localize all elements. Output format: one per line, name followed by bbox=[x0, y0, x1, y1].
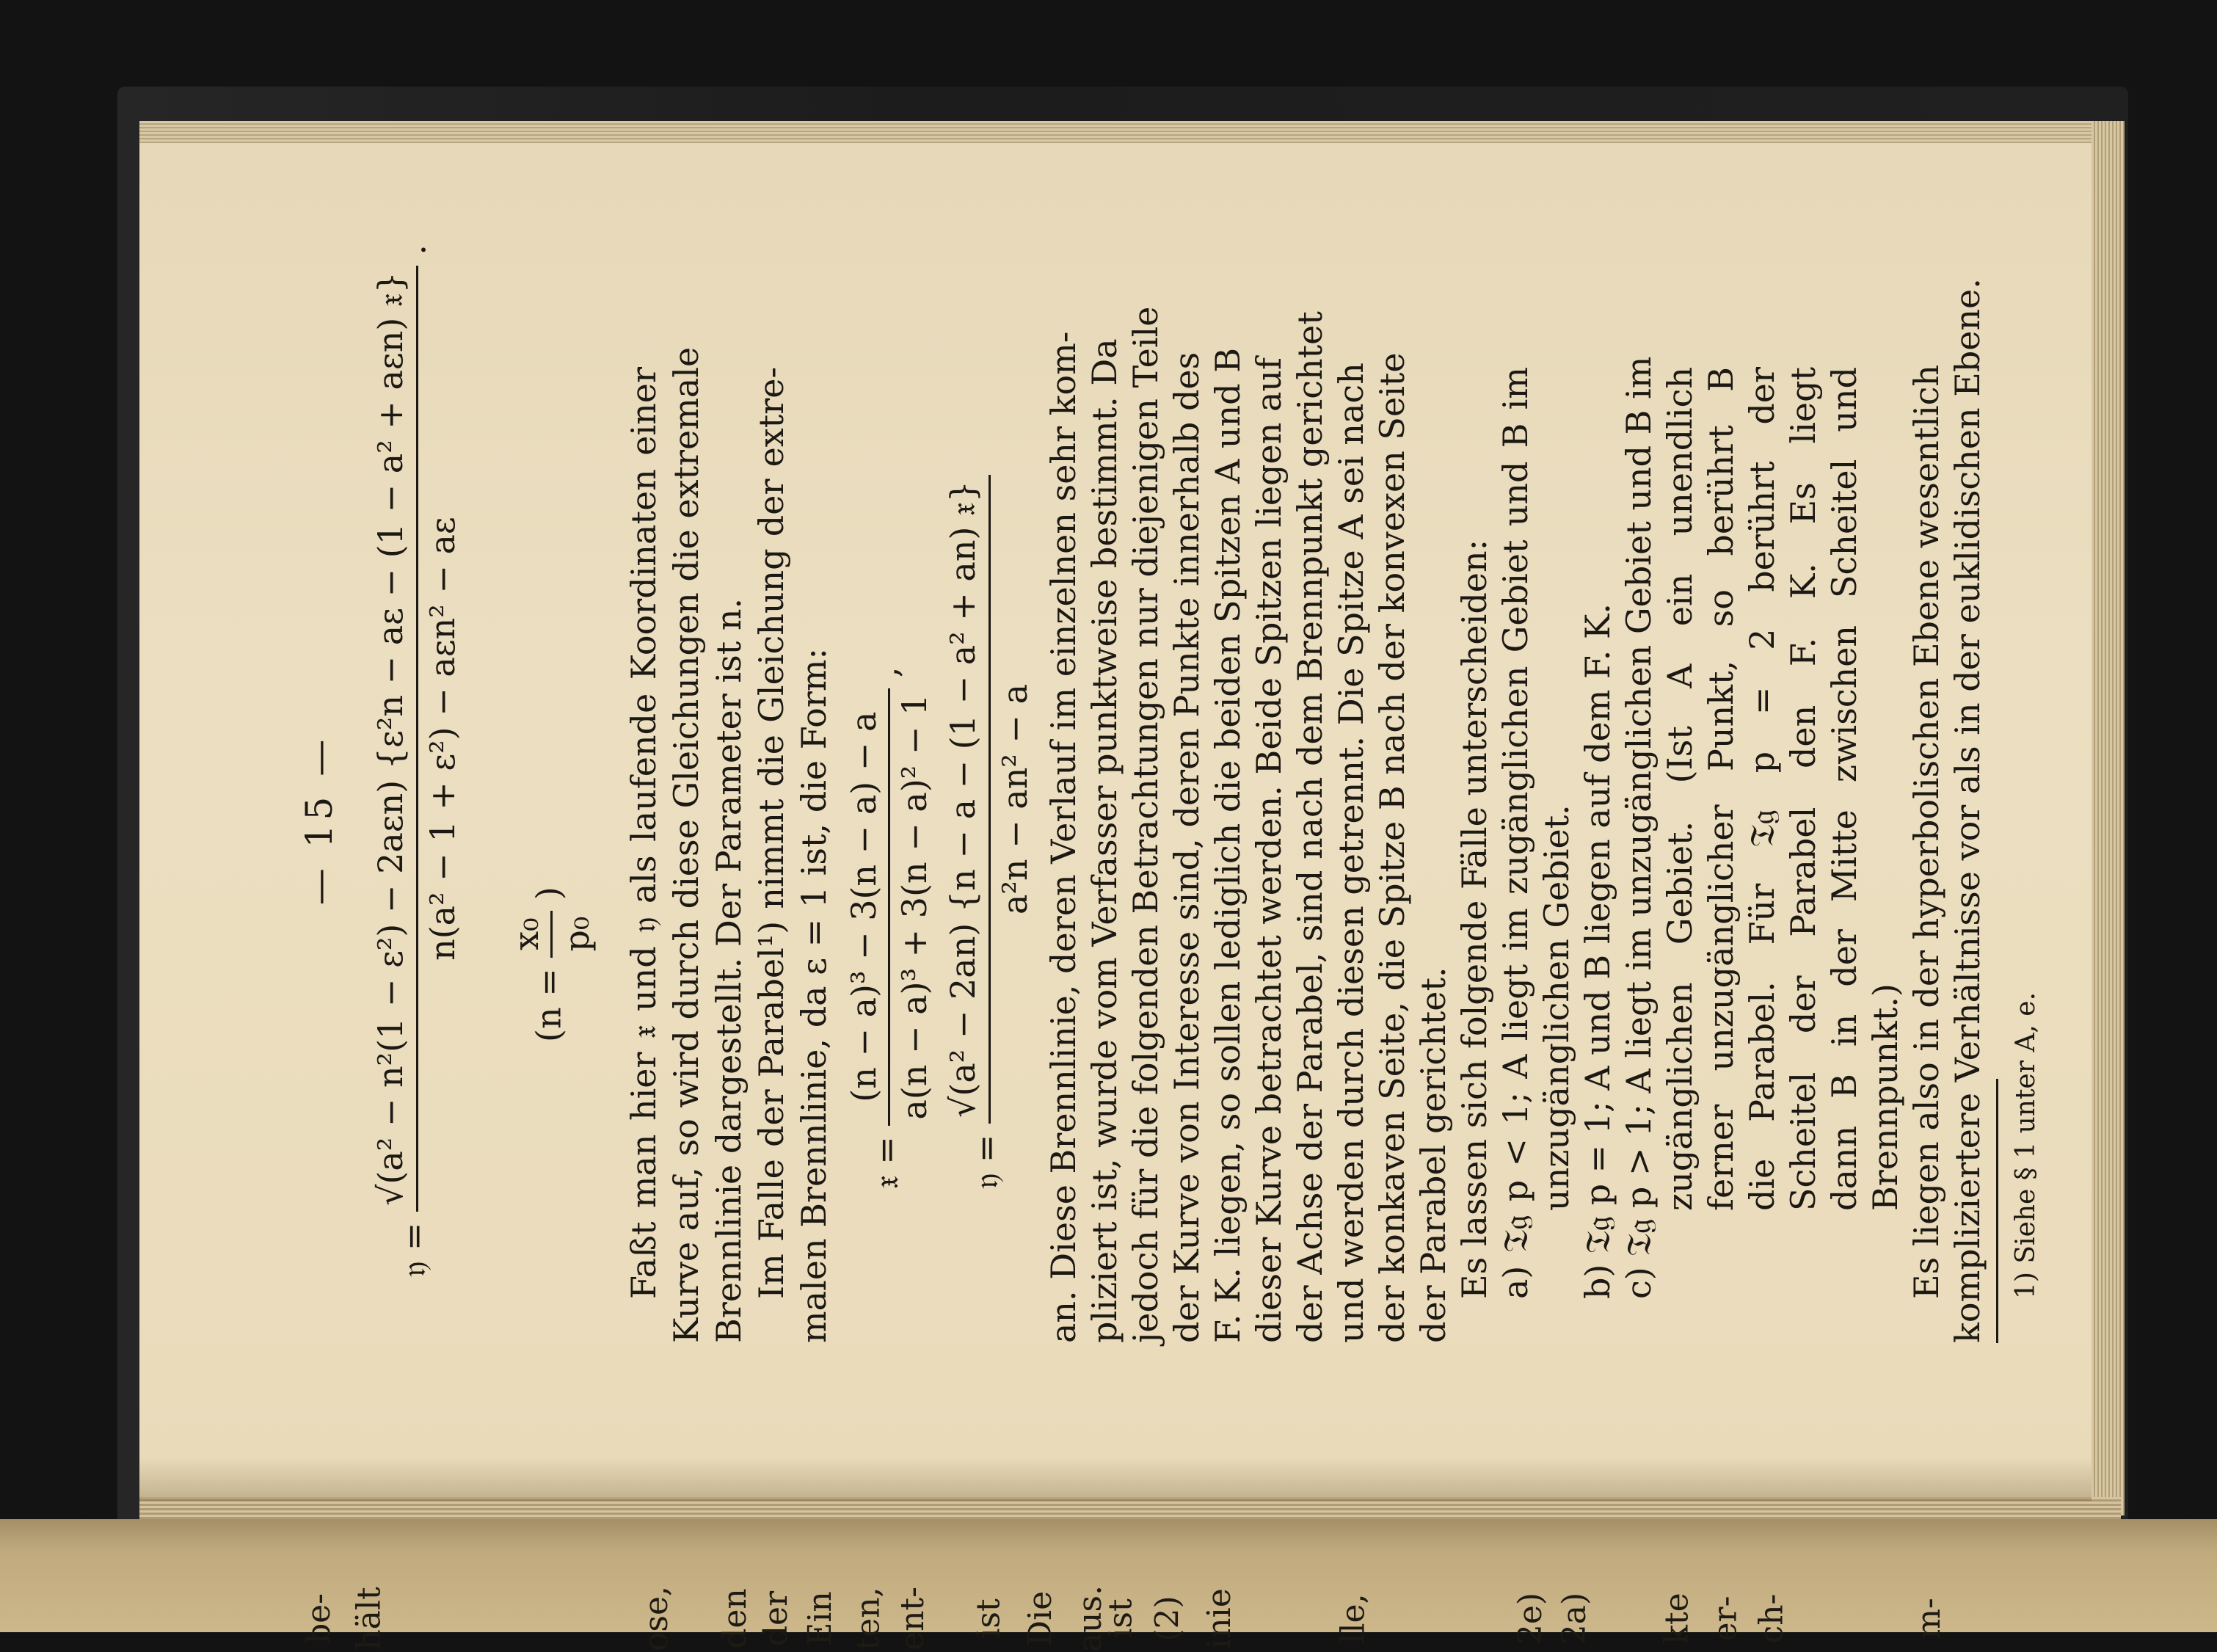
text-line: und werden durch diesen getrennt. Die Spitze A sei nach bbox=[1331, 363, 1371, 1343]
case-c-line: zugänglichen Gebiet. (Ist A ein unendlich bbox=[1660, 367, 1700, 1211]
fraction bbox=[844, 688, 934, 1126]
fraction-denominator: a(n − a)³ + 3(n − a)² − 1 bbox=[895, 694, 934, 1120]
prev-fragment: ose, bbox=[638, 1585, 676, 1652]
formula-trailing: , bbox=[866, 666, 906, 678]
text-line: malen Brennlinie, da ε = 1 ist, die Form: bbox=[794, 648, 834, 1343]
prev-fragment: inie bbox=[1200, 1588, 1238, 1649]
formula-condition bbox=[506, 887, 597, 1042]
condition-denominator: p₀ bbox=[557, 916, 597, 952]
text-line: der Parabel gerichtet. bbox=[1413, 967, 1453, 1343]
footnote: 1) Siehe § 1 unter A, e. bbox=[2011, 991, 2041, 1299]
formula-lhs: 𝔵 = bbox=[866, 1136, 906, 1189]
prev-fragment: ent- bbox=[893, 1587, 931, 1651]
prev-fragment: ch- bbox=[1752, 1593, 1791, 1644]
text-line: dieser Kurve betrachtet werden. Beide Spitzen liegen auf bbox=[1249, 357, 1289, 1343]
prev-fragment: hält bbox=[350, 1587, 388, 1651]
case-c-line: Brennpunkt.) bbox=[1865, 983, 1905, 1211]
text-line: Es lassen sich folgende Fälle unterscheiden: bbox=[1455, 539, 1494, 1299]
page-number: — 15 — bbox=[298, 735, 341, 906]
text-line: jedoch für die folgenden Betrachtungen nur diejenigen Teile bbox=[1126, 306, 1165, 1343]
footnote-rule bbox=[1996, 1079, 1998, 1343]
condition-numerator: x₀ bbox=[506, 911, 553, 958]
case-c-line: die Parabel. Für 𝔗𝔤 p = 2 berührt der bbox=[1742, 367, 1782, 1211]
prev-fragment: 2a) bbox=[1556, 1592, 1594, 1645]
prev-fragment: er- bbox=[1706, 1595, 1744, 1642]
prev-fragment: ten, bbox=[849, 1587, 887, 1651]
prev-fragment: Ein bbox=[801, 1591, 839, 1646]
prev-fragment: Die bbox=[1022, 1590, 1060, 1647]
text-line: an. Diese Brennlinie, deren Verlauf im einzelnen sehr kom- bbox=[1044, 331, 1083, 1343]
formula-xi bbox=[844, 666, 934, 1189]
fraction-numerator: √(a² − n²(1 − ε²) − 2aεn) {ε²n − aε − (1 − a² + aεn) 𝔵} bbox=[371, 266, 418, 1212]
text-line: F. K. liegen, so sollen lediglich die beiden Spitzen A und B bbox=[1208, 347, 1248, 1343]
fraction bbox=[943, 475, 1035, 1124]
fraction bbox=[371, 266, 462, 1212]
text-line: der konkaven Seite, die Spitze B nach der konvexen Seite bbox=[1372, 352, 1412, 1343]
case-a-line: unzugänglichen Gebiet. bbox=[1537, 804, 1576, 1211]
prev-fragment: (2) bbox=[1148, 1595, 1187, 1642]
text-line: Im Falle der Parabel¹) nimmt die Gleichung der extre- bbox=[751, 367, 791, 1299]
text-line: Brennlinie dargestellt. Der Parameter ist n. bbox=[709, 597, 749, 1343]
condition-lhs: (n = bbox=[528, 968, 569, 1042]
page-content bbox=[139, 143, 2092, 1497]
text-line: der Achse der Parabel, sind nach dem Brennpunkt gerichtet bbox=[1290, 311, 1330, 1343]
case-a-line: a) 𝔗𝔤 p < 1; A liegt im zugänglichen Gebiet und B im bbox=[1496, 367, 1535, 1299]
page-edges-top bbox=[139, 121, 2121, 143]
text-line: Kurve auf, so wird durch diese Gleichungen die extremale bbox=[666, 346, 706, 1343]
fraction-denominator: a²n − an² − a bbox=[995, 683, 1035, 914]
text-line: Es liegen also in der hyperbolischen Ebene wesentlich bbox=[1907, 364, 1946, 1299]
fraction-denominator: n(a² − 1 + ε²) − aεn² − aε bbox=[423, 517, 462, 961]
formula-lhs: 𝔶 = bbox=[966, 1134, 1006, 1189]
prev-fragment: aus. bbox=[1071, 1584, 1110, 1652]
formula-trailing: . bbox=[393, 244, 434, 255]
prev-fragment: be- bbox=[300, 1593, 338, 1645]
page-edges-right bbox=[2092, 121, 2125, 1515]
case-c-line: c) 𝔗𝔤 p > 1; A liegt im unzugänglichen Gebiet und B im bbox=[1619, 356, 1659, 1299]
prev-fragment: m- bbox=[1910, 1598, 1948, 1640]
prev-fragment: ist bbox=[969, 1598, 1008, 1639]
formula-eta-2 bbox=[943, 475, 1035, 1189]
formula-eta-1 bbox=[371, 244, 462, 1277]
case-c-line: Scheitel der Parabel den F. K. Es liegt bbox=[1783, 367, 1823, 1211]
prev-fragment: kte bbox=[1658, 1593, 1696, 1645]
text-line: Faßt man hier 𝔵 und 𝔶 als laufende Koordinaten einer bbox=[624, 367, 663, 1299]
condition-close: ) bbox=[528, 887, 569, 900]
condition-fraction bbox=[506, 911, 597, 958]
fraction-numerator: √(a² − 2an) {n − a − (1 − a² + an) 𝔵} bbox=[943, 475, 991, 1124]
text-line: der Kurve von Interesse sind, deren Punkte innerhalb des bbox=[1167, 352, 1206, 1343]
prev-fragment: der bbox=[757, 1590, 796, 1647]
prev-fragment: lle, bbox=[1334, 1593, 1372, 1644]
formula-lhs: 𝔶 = bbox=[393, 1222, 434, 1277]
prev-fragment: 2e) bbox=[1512, 1592, 1550, 1645]
prev-fragment: ist bbox=[1102, 1598, 1140, 1639]
fraction-numerator: (n − a)³ − 3(n − a) − a bbox=[844, 688, 890, 1126]
text-line: pliziert ist, wurde vom Verfasser punktweise bestimmt. Da bbox=[1085, 338, 1124, 1343]
case-c-line: dann B in der Mitte zwischen Scheitel und bbox=[1824, 367, 1864, 1211]
case-b-line: b) 𝔗𝔤 p = 1; A und B liegen auf dem F. K. bbox=[1578, 603, 1617, 1299]
case-c-line: ferner unzugänglicher Punkt, so berührt B bbox=[1701, 367, 1741, 1211]
text-line: kompliziertere Verhältnisse vor als in der euklidischen Ebene. bbox=[1948, 278, 1987, 1343]
prev-fragment: den bbox=[716, 1588, 754, 1649]
